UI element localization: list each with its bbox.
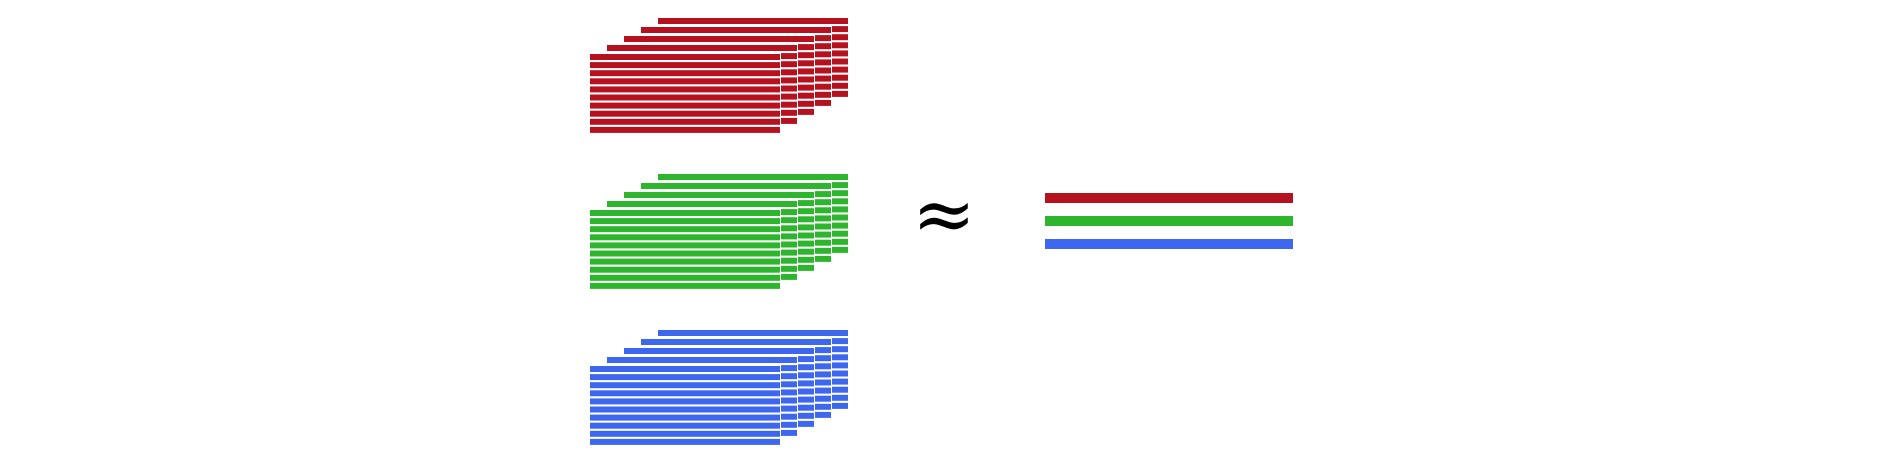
stack-line xyxy=(590,226,780,232)
stack-line xyxy=(590,398,780,404)
stack-line xyxy=(607,201,797,207)
stack-line xyxy=(641,339,831,345)
stack-line xyxy=(641,183,831,189)
stack-line xyxy=(590,210,780,216)
stack-line xyxy=(590,415,780,421)
stack-line xyxy=(590,283,780,289)
stacks-group xyxy=(589,17,849,446)
stack-line xyxy=(658,174,848,180)
stack-line xyxy=(590,374,780,380)
stack-line xyxy=(590,234,780,240)
stack-line xyxy=(590,267,780,273)
stack-line xyxy=(590,407,780,413)
stack-layer xyxy=(589,53,781,134)
stack-line xyxy=(590,423,780,429)
stack-line xyxy=(624,348,814,354)
stack-line xyxy=(590,111,780,117)
stack-line xyxy=(624,192,814,198)
stack-line xyxy=(590,259,780,265)
stack-line xyxy=(590,103,780,109)
green-stack xyxy=(589,173,849,290)
stack-line xyxy=(590,251,780,257)
stack-line xyxy=(641,27,831,33)
stack-line xyxy=(590,70,780,76)
stack-layer xyxy=(589,365,781,446)
approx-symbol: ≈ xyxy=(912,169,976,258)
stack-line xyxy=(607,45,797,51)
stack-line xyxy=(590,439,780,445)
stack-line xyxy=(590,275,780,281)
stack-line xyxy=(607,357,797,363)
stack-line xyxy=(590,62,780,68)
stack-line xyxy=(658,330,848,336)
stack-line xyxy=(590,86,780,92)
stack-line xyxy=(590,242,780,248)
stack-line xyxy=(624,36,814,42)
stack-layer xyxy=(589,209,781,290)
stack-line xyxy=(590,218,780,224)
stack-line xyxy=(658,18,848,24)
result-bar-green xyxy=(1045,216,1293,226)
stack-line xyxy=(590,127,780,133)
stack-line xyxy=(590,390,780,396)
red-stack xyxy=(589,17,849,134)
stack-line xyxy=(590,54,780,60)
stack-line xyxy=(590,382,780,388)
stack-line xyxy=(590,78,780,84)
blue-stack xyxy=(589,329,849,446)
stack-line xyxy=(590,431,780,437)
result-bar-red xyxy=(1045,193,1293,203)
stack-line xyxy=(590,366,780,372)
stack-line xyxy=(590,95,780,101)
result-bars-group xyxy=(1045,193,1293,249)
result-bar-blue xyxy=(1045,239,1293,249)
stack-line xyxy=(590,119,780,125)
